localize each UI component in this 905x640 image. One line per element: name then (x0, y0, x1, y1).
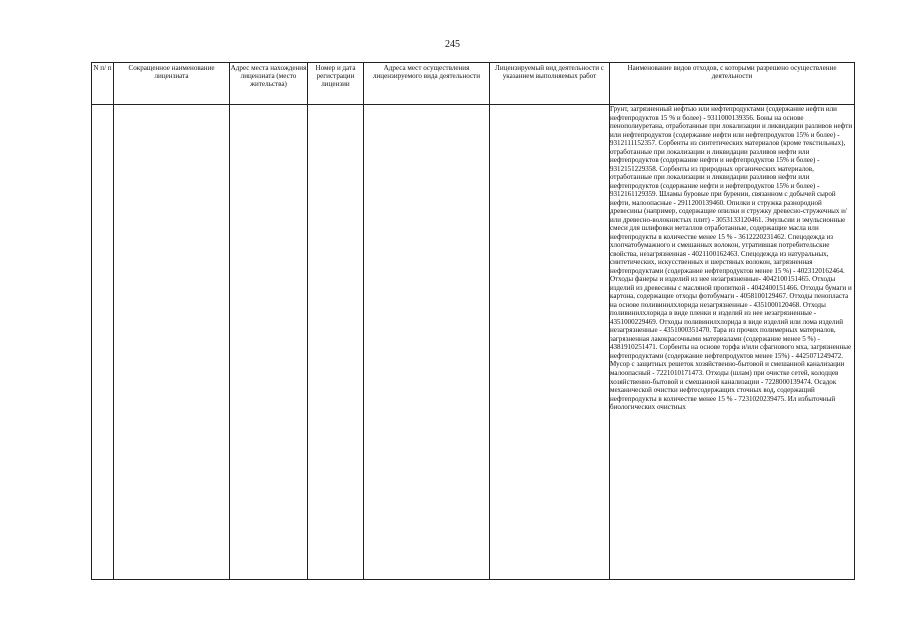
cell-waste-types (610, 105, 855, 580)
cell-activity-type (490, 105, 610, 580)
cell-licensee-name (114, 105, 230, 580)
cell-licensee-address (230, 105, 308, 580)
header-waste-types: Наименование видов отходов, с которыми разрешено осуществление деятельности (610, 63, 855, 105)
header-license-number-date: Номер и дата регистрации лицензии (308, 63, 364, 105)
license-table (91, 62, 855, 580)
waste-types-text: Грунт, загрязненный нефтью или нефтепродуктами (содержание нефти или нефтепродуктов 15 % и более) - 9311000139356. Боны на основе пенополиуретана, отработанные при локализации и ликвидации разливов нефти или нефтепродуктов (содержание нефти или нефтепродуктов 15% и более) - 9312111152357. Сорбенты из синтетических материалов (кроме текстильных), отработанные при локализации и ликвидации разливов нефти или нефтепродуктов (содержание нефти и нефтепродуктов 15% и более) - 9312151229358. Сорбенты из природных органических материалов, отработанные при локализации и ликвидации разливов нефти или нефтепродуктов (содержание нефти и нефтепродуктов 15% и более) - 9312161129359. Шламы буровые при бурении, связанном с добычей сырой нефти, малоопасные - 2911200139460. Опилки и стружка разнородной древесины (например, содержащие опилки и стружку древесно-стружечных и/или древесно-волокнистых плит) - 3053133120461. Эмульсии и эмульсионные смеси для шлифовки металлов отработанные, содержащие масла или нефтепродукты в количестве менее 15 % - 3612220231462. Спецодежда из хлопчатобумажного и смешанных волокон, утратившая потребительские свойства, незагрязненная - 4021100162463. Спецодежда из натуральных, синтетических, искусственных и шерстяных волокон, загрязненная нефтепродуктами (содержание нефтепродуктов менее 15 %) - 4023120162464. Отходы фанеры и изделий из нее незагрязненные- 4042100151465. Отходы изделий из древесины с масляной пропиткой - 4042400151466. Отходы бумаги и картона, содержащие отходы фотобумаги - 4058100129467. Отходы пенопласта на основе поливинилхлорида незагрязненные - 4351000120468. Отходы поливинилхлорида в виде пленки и изделий из нее незагрязненные - 4351000229469. Отходы поливинилхлорида в виде изделий или лома изделий незагрязненные - 4351000351470. Тара из прочих полимерных материалов, загрязненная лакокрасочными материалами (содержание менее 5 %) - 4381910251471. Сорбенты на основе торфа и/или сфагнового мха, загрязненные нефтепродуктами (содержание нефтепродуктов менее 15%) - 4425071249472. Мусор с защитных решеток хозяйственно-бытовой и смешанной канализации малоопасный - 7221010171473. Отходы (шлам) при очистке сетей, колодцев хозяйственно-бытовой и смешанной канализации - 7228000139474. Осадок механической очистки нефтесодержащих сточных вод, содержащий нефтепродукты в количестве менее 15 % - 7231020239475. Ил избыточный биологических очистных (610, 105, 853, 412)
page-number: 245 (445, 39, 460, 50)
header-activity-addresses: Адреса мест осуществления лицензируемого вида деятельности (364, 63, 490, 105)
cell-license-number-date (308, 105, 364, 580)
header-activity-type: Лицензируемый вид деятельности с указанием выполняемых работ (490, 63, 610, 105)
header-licensee-name: Сокращенное наименование лицензиата (114, 63, 230, 105)
table-row (92, 105, 855, 580)
header-number: N п/ п (92, 63, 114, 105)
header-licensee-address: Адрес места нахождения лицензиата (место жительства) (230, 63, 308, 105)
cell-number (92, 105, 114, 580)
cell-activity-addresses (364, 105, 490, 580)
table-header-row (92, 63, 855, 105)
